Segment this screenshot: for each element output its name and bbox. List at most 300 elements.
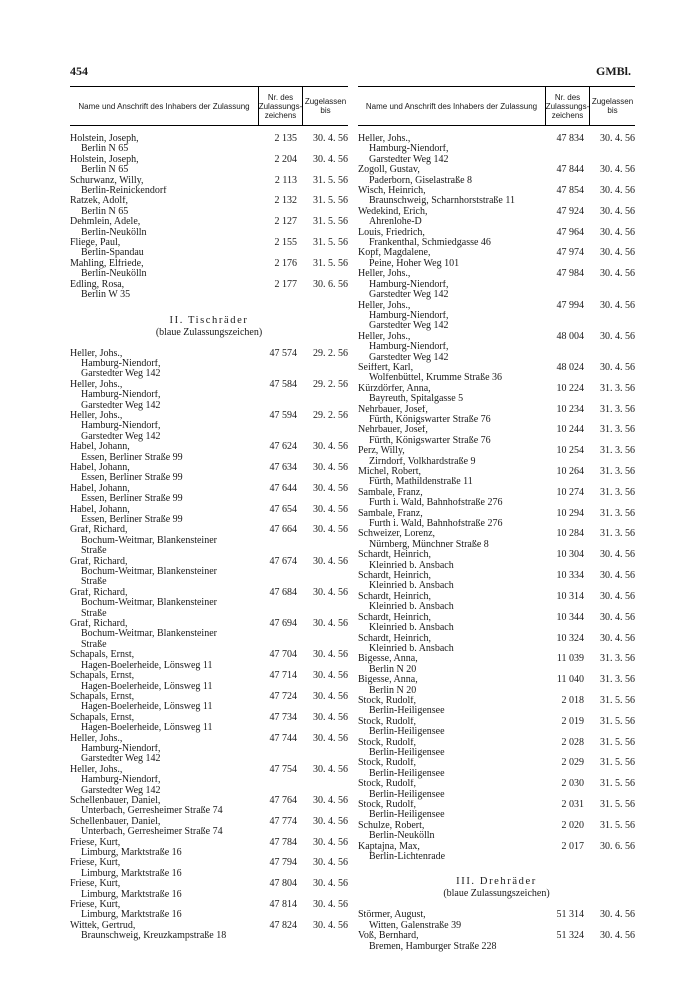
holder-name-text: Perz, Willy,: [358, 446, 405, 457]
approval-number: [539, 144, 590, 154]
entry-row-continuation: [358, 810, 635, 820]
approval-number: 2 127: [274, 216, 297, 228]
holder-name: [70, 155, 252, 165]
holder-address-text: Garstedter Weg 142: [81, 369, 161, 380]
entry-row: [70, 280, 348, 290]
holder-address-text: Berlin-Neukölln: [81, 227, 147, 238]
holder-name-text: Stock, Rudolf,: [358, 779, 417, 790]
entry-row: [358, 384, 635, 394]
holder-address: [358, 311, 539, 321]
holder-name-text: Voß, Bernhard,: [358, 931, 419, 942]
holder-name-text: Kaptajna, Max,: [358, 841, 420, 852]
holder-address-text: Essen, Berliner Straße 99: [81, 515, 183, 525]
valid-until: 30. 4. 56: [600, 185, 635, 197]
holder-address: [358, 259, 539, 269]
holder-address: [70, 144, 252, 154]
holder-address-text: Kleinried b. Ansbach: [369, 623, 454, 634]
approval-number: 47 784: [269, 836, 297, 848]
approval-number: [539, 290, 590, 300]
holder-name: [70, 380, 252, 390]
holder-name: [70, 557, 252, 567]
entry-row-continuation: [70, 228, 348, 238]
valid-until: [303, 567, 348, 577]
holder-name-text: Schulze, Robert,: [358, 820, 425, 831]
holder-address-text: Hagen-Boelerheide, Lönsweg 11: [81, 660, 213, 671]
holder-name-text: Habel, Johann,: [70, 462, 130, 473]
holder-name: [70, 176, 252, 186]
entry-row-continuation: [358, 623, 635, 633]
valid-until: 31. 3. 56: [600, 653, 635, 665]
section-heading-tischraeder: [70, 315, 348, 339]
holder-address: [358, 790, 539, 800]
holder-address: [70, 723, 252, 733]
entry-row-continuation: [358, 477, 635, 487]
valid-until: 31. 3. 56: [600, 528, 635, 540]
approval-number: 47 844: [556, 164, 584, 176]
holder-address-text: Berlin-Heiligensee: [369, 706, 445, 717]
approval-number: 2 155: [274, 237, 297, 249]
entry-row-continuation: [70, 827, 348, 837]
entry-row-continuation: [358, 519, 635, 529]
holder-name: [358, 550, 539, 560]
holder-name: [70, 588, 252, 598]
valid-until: 30. 4. 56: [313, 836, 348, 848]
holder-name-text: Dehmlein, Adele,: [70, 217, 141, 228]
approval-number: 11 039: [556, 653, 584, 665]
valid-until: 31. 3. 56: [600, 466, 635, 477]
entry-row-continuation: [70, 432, 348, 442]
holder-address-text: Hamburg-Niendorf,: [81, 358, 161, 369]
approval-number: 10 324: [556, 632, 584, 644]
approval-number: 11 040: [556, 674, 584, 686]
holder-name-text: Mahling, Elfriede,: [70, 258, 144, 269]
journal-title: GMBl.: [596, 64, 631, 78]
holder-name-text: Heller, Johs.,: [358, 331, 411, 342]
approval-number: 47 794: [269, 857, 297, 869]
holder-address-text: Hamburg-Niendorf,: [81, 743, 161, 754]
holder-name: [358, 384, 539, 394]
holder-address: [358, 415, 539, 425]
holder-name-text: Heller, Johs.,: [70, 379, 123, 390]
entry-row: [358, 571, 635, 581]
valid-until: [590, 623, 635, 633]
holder-address: [70, 567, 252, 577]
entry-row-continuation: [358, 831, 635, 841]
holder-address-text: Ahrenlohe-D: [369, 217, 422, 228]
valid-until: 30. 4. 56: [313, 649, 348, 661]
approval-number: 47 664: [269, 524, 297, 536]
valid-until: 30. 4. 56: [600, 549, 635, 561]
holder-name-text: Schapals, Ernst,: [70, 650, 135, 661]
holder-address-text: Hamburg-Niendorf,: [369, 279, 449, 290]
holder-address: [358, 373, 539, 383]
entry-row-continuation: [358, 373, 635, 383]
entry-row: [70, 734, 348, 744]
holder-name: [70, 900, 252, 910]
approval-number: 47 964: [556, 226, 584, 238]
valid-until: 30. 4. 56: [313, 711, 348, 723]
valid-until: 30. 4. 56: [313, 586, 348, 598]
holder-address-text: Berlin-Heiligensee: [369, 727, 445, 738]
holder-name-text: Habel, Johann,: [70, 504, 130, 515]
holder-address: [358, 342, 539, 352]
valid-until: [590, 942, 635, 952]
entry-row: [358, 613, 635, 623]
holder-address: [358, 581, 539, 591]
entry-row: [358, 758, 635, 768]
holder-name: [70, 858, 252, 868]
valid-until: 30. 4. 56: [313, 763, 348, 775]
valid-until: 31. 5. 56: [600, 799, 635, 810]
holder-name-text: Schurwanz, Willy,: [70, 175, 144, 186]
holder-name: [70, 765, 252, 775]
entry-row: [358, 488, 635, 498]
approval-number: 47 594: [269, 409, 297, 421]
approval-number: 2 031: [561, 799, 584, 810]
valid-until: 31. 5. 56: [600, 778, 635, 790]
holder-address-text: Berlin N 20: [369, 685, 417, 696]
holder-name: [70, 692, 252, 702]
holder-address-text: Hagen-Boelerheide, Lönsweg 11: [81, 702, 213, 713]
entry-row-continuation: [70, 723, 348, 733]
entry-row-continuation: [358, 321, 635, 331]
holder-name-text: Schardt, Heinrich,: [358, 591, 432, 602]
holder-name-text: Kürzdörfer, Anna,: [358, 383, 431, 394]
holder-address-text: Kleinried b. Ansbach: [369, 560, 454, 571]
entry-row: [70, 588, 348, 598]
header-bis: Zugelassen bis: [304, 97, 347, 115]
entry-row-continuation: [358, 665, 635, 675]
holder-name: [358, 248, 539, 258]
holder-address: [358, 769, 539, 779]
holder-address: [358, 436, 539, 446]
approval-number: [252, 359, 303, 369]
holder-name: [358, 675, 539, 685]
holder-address-text: Berlin N 20: [369, 664, 417, 675]
entry-row-continuation: [358, 602, 635, 612]
approval-number: 47 754: [269, 763, 297, 775]
holder-address: [70, 786, 252, 796]
entry-row-continuation: [70, 598, 348, 608]
entry-row: [70, 900, 348, 910]
valid-until: 31. 5. 56: [313, 195, 348, 207]
valid-until: [303, 598, 348, 608]
approval-number: 10 294: [556, 507, 584, 519]
holder-address-text: Berlin N 65: [81, 144, 129, 155]
entry-row-continuation: [70, 609, 348, 619]
valid-until: 31. 5. 56: [600, 715, 635, 727]
valid-until: 30. 4. 56: [313, 133, 348, 144]
holder-address: [70, 702, 252, 712]
entry-row-continuation: [70, 890, 348, 900]
holder-address-text: Zirndorf, Volkhardstraße 9: [369, 456, 476, 467]
valid-until: [303, 290, 348, 300]
holder-address: [70, 754, 252, 764]
header-name: Name und Anschrift des Inhabers der Zulassung: [78, 101, 250, 111]
valid-until: 30. 4. 56: [313, 690, 348, 702]
valid-until: 30. 4. 56: [313, 919, 348, 931]
holder-name-text: Schweizer, Lorenz,: [358, 529, 436, 540]
valid-until: 30. 4. 56: [600, 570, 635, 582]
approval-number: [252, 629, 303, 639]
holder-name: [70, 442, 252, 452]
entry-row: [358, 654, 635, 664]
valid-until: 30. 4. 56: [313, 878, 348, 890]
entry-row-continuation: [358, 790, 635, 800]
holder-name-text: Schardt, Heinrich,: [358, 571, 432, 582]
holder-name: [70, 713, 252, 723]
approval-number: [539, 342, 590, 352]
holder-address-text: Kleinried b. Ansbach: [369, 643, 454, 654]
entry-row-continuation: [70, 453, 348, 463]
holder-name-text: Graf, Richard,: [70, 525, 128, 536]
valid-until: [303, 723, 348, 733]
holder-name-text: Habel, Johann,: [70, 442, 130, 453]
approval-number: 47 994: [556, 299, 584, 311]
holder-address: [70, 369, 252, 379]
holder-name: [358, 405, 539, 415]
approval-number: [252, 744, 303, 754]
valid-until: 30. 4. 56: [313, 670, 348, 682]
approval-number: 2 177: [274, 278, 297, 290]
entry-row: [70, 259, 348, 269]
valid-until: 31. 3. 56: [600, 382, 635, 394]
holder-address: [358, 477, 539, 487]
holder-address-text: Unterbach, Gerresheimer Straße 74: [81, 806, 223, 817]
approval-number: 10 334: [556, 570, 584, 582]
holder-address-text: Hamburg-Niendorf,: [81, 421, 161, 432]
entry-row-continuation: [358, 280, 635, 290]
holder-name: [70, 349, 252, 359]
holder-address: [70, 775, 252, 785]
holder-name: [358, 509, 539, 519]
holder-address: [70, 269, 252, 279]
holder-address: [70, 248, 252, 258]
approval-number: 2 113: [274, 174, 297, 186]
entry-row: [358, 405, 635, 415]
approval-number: [252, 290, 303, 300]
holder-name: [70, 838, 252, 848]
page-number: 454: [70, 64, 88, 78]
entry-row-continuation: [358, 436, 635, 446]
entry-row-continuation: [70, 207, 348, 217]
holder-address-text: Furth i. Wald, Bahnhofstraße 276: [369, 519, 503, 530]
table-header: [358, 86, 635, 126]
holder-address-text: Berlin N 65: [81, 206, 129, 217]
holder-address-text: Bochum-Weitmar, Blankensteiner: [81, 598, 217, 609]
holder-address-text: Garstedter Weg 142: [369, 321, 449, 332]
holder-address: [70, 453, 252, 463]
approval-number: 47 644: [269, 482, 297, 494]
entry-row: [358, 696, 635, 706]
holder-name: [70, 484, 252, 494]
holder-address: [70, 228, 252, 238]
entry-row-continuation: [70, 290, 348, 300]
holder-address: [70, 401, 252, 411]
holder-name: [358, 696, 539, 706]
approval-number: 48 024: [556, 361, 584, 373]
holder-name: [70, 505, 252, 515]
approval-number: 47 674: [269, 555, 297, 567]
holder-address-text: Essen, Berliner Straße 99: [81, 494, 183, 505]
holder-address: [358, 686, 539, 696]
holder-address: [70, 744, 252, 754]
holder-address-text: Hamburg-Niendorf,: [81, 390, 161, 401]
holder-address-text: Wolfenbüttel, Krumme Straße 36: [369, 373, 503, 384]
holder-address-text: Hagen-Boelerheide, Lönsweg 11: [81, 723, 213, 734]
holder-address: [70, 494, 252, 504]
holder-name: [358, 467, 539, 477]
holder-name-text: Heller, Johs.,: [358, 269, 411, 280]
entry-row: [358, 910, 635, 920]
holder-name: [358, 842, 539, 852]
holder-address: [358, 810, 539, 820]
holder-address: [70, 640, 252, 650]
holder-address-text: Nürnberg, Münchner Straße 8: [369, 539, 489, 550]
entry-row-continuation: [70, 910, 348, 920]
valid-until: 31. 3. 56: [600, 424, 635, 436]
header-name: Name und Anschrift des Inhabers der Zulassung: [365, 101, 538, 111]
holder-address-text: Unterbach, Gerresheimer Straße 74: [81, 827, 223, 838]
approval-number: [539, 727, 590, 737]
holder-address-text: Furth i. Wald, Bahnhofstraße 276: [369, 498, 503, 509]
valid-until: [303, 359, 348, 369]
header-bis: Zugelassen bis: [591, 97, 634, 115]
entry-row: [70, 217, 348, 227]
holder-address: [70, 848, 252, 858]
holder-address: [70, 536, 252, 546]
valid-until: 30. 4. 56: [600, 330, 635, 342]
holder-address: [358, 540, 539, 550]
approval-number: 47 834: [556, 133, 584, 144]
holder-address-text: Berlin-Spandau: [81, 248, 144, 259]
entry-row: [358, 821, 635, 831]
entry-row-continuation: [358, 196, 635, 206]
entry-row: [358, 446, 635, 456]
approval-number: 47 804: [269, 878, 297, 890]
approval-number: 47 714: [269, 670, 297, 682]
entry-row-continuation: [358, 561, 635, 571]
holder-address: [358, 665, 539, 675]
approval-number: [252, 723, 303, 733]
approval-number: 2 176: [274, 257, 297, 269]
holder-address: [358, 290, 539, 300]
holder-address: [358, 353, 539, 363]
entry-row-continuation: [70, 515, 348, 525]
approval-number: 47 854: [556, 185, 584, 197]
holder-name: [358, 779, 539, 789]
entry-row: [358, 529, 635, 539]
entry-row-continuation: [70, 494, 348, 504]
holder-address: [70, 890, 252, 900]
approval-number: [252, 931, 303, 941]
holder-address-text: Garstedter Weg 142: [81, 754, 161, 765]
holder-name: [358, 301, 539, 311]
holder-name-text: Bigesse, Anna,: [358, 654, 418, 665]
holder-name: [358, 228, 539, 238]
approval-number: [539, 942, 590, 952]
entry-row: [358, 332, 635, 342]
valid-until: [590, 280, 635, 290]
approval-number: 10 284: [556, 528, 584, 540]
valid-until: 30. 4. 56: [313, 441, 348, 453]
holder-address: [70, 421, 252, 431]
holder-name-text: Schapals, Ernst,: [70, 671, 135, 682]
valid-until: 30. 4. 56: [600, 632, 635, 644]
holder-address-text: Bochum-Weitmar, Blankensteiner: [81, 567, 217, 578]
holder-name: [358, 529, 539, 539]
holder-name-text: Heller, Johs.,: [70, 764, 123, 775]
valid-until: 31. 3. 56: [600, 486, 635, 498]
entry-row-continuation: [70, 473, 348, 483]
holder-address: [358, 561, 539, 571]
entry-row: [70, 196, 348, 206]
approval-number: [252, 421, 303, 431]
valid-until: 30. 4. 56: [600, 909, 635, 921]
holder-address: [70, 910, 252, 920]
holder-name: [70, 671, 252, 681]
entry-row: [70, 134, 348, 144]
holder-address: [358, 144, 539, 154]
holder-address-text: Bayreuth, Spitalgasse 5: [369, 394, 464, 405]
approval-number: 2 020: [561, 819, 584, 831]
approval-number: [252, 567, 303, 577]
approval-number: [539, 623, 590, 633]
holder-address-text: Garstedter Weg 142: [369, 154, 449, 165]
valid-until: [590, 144, 635, 154]
holder-address-text: Berlin-Heiligensee: [369, 810, 445, 821]
holder-name: [70, 525, 252, 535]
approval-number: 2 019: [561, 715, 584, 727]
entry-row-continuation: [358, 457, 635, 467]
holder-name: [358, 571, 539, 581]
valid-until: 30. 4. 56: [600, 268, 635, 280]
entry-row: [70, 176, 348, 186]
entry-row-continuation: [70, 661, 348, 671]
holder-address: [358, 519, 539, 529]
valid-until: 30. 4. 56: [600, 133, 635, 144]
holder-name-text: Holstein, Joseph,: [70, 134, 139, 144]
holder-name: [358, 931, 539, 941]
valid-until: 30. 4. 56: [313, 482, 348, 494]
valid-until: 30. 4. 56: [600, 299, 635, 311]
valid-until: [590, 394, 635, 404]
holder-address-text: Bochum-Weitmar, Blankensteiner: [81, 535, 217, 546]
holder-name-text: Wisch, Heinrich,: [358, 186, 426, 197]
entry-row: [70, 557, 348, 567]
holder-address: [70, 609, 252, 619]
holder-name-text: Louis, Friedrich,: [358, 227, 425, 238]
holder-address-text: Witten, Galenstraße 39: [369, 920, 462, 931]
valid-until: 31. 5. 56: [600, 757, 635, 769]
entry-row: [358, 134, 635, 144]
holder-name: [358, 446, 539, 456]
entry-row-continuation: [358, 852, 635, 862]
holder-address: [70, 165, 252, 175]
holder-name-text: Sambale, Franz,: [358, 487, 423, 498]
holder-address-text: Essen, Berliner Straße 99: [81, 452, 183, 463]
holder-address: [358, 217, 539, 227]
entry-row-continuation: [70, 869, 348, 879]
holder-name-text: Schardt, Heinrich,: [358, 633, 432, 644]
holder-name-text: Fliege, Paul,: [70, 238, 121, 249]
table-header: [70, 86, 348, 126]
holder-address-text: Hamburg-Niendorf,: [369, 310, 449, 321]
approval-number: 51 324: [556, 930, 584, 942]
holder-name-text: Störmer, August,: [358, 910, 426, 921]
holder-address-text: Hamburg-Niendorf,: [369, 144, 449, 155]
holder-address: [70, 359, 252, 369]
